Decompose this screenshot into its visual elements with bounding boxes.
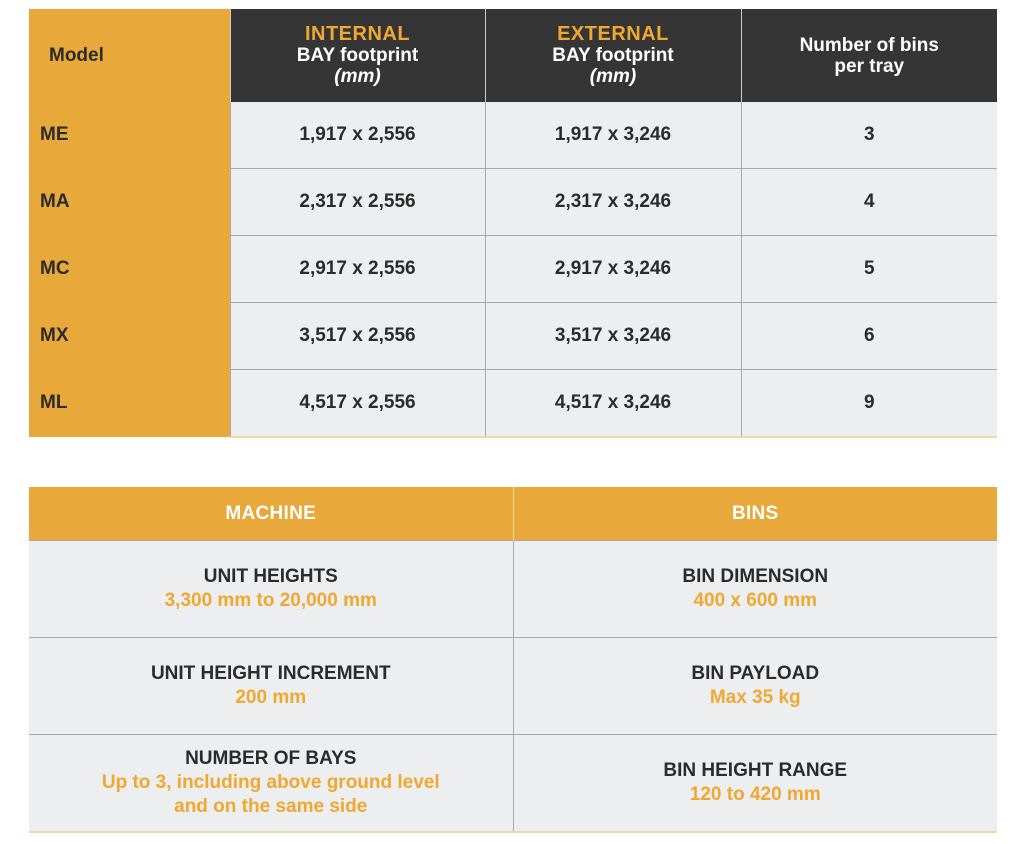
header-model: Model <box>29 9 230 102</box>
header-external-unit: (mm) <box>589 66 637 87</box>
internal-footprint-cell: 3,517 x 2,556 <box>230 303 485 370</box>
header-bins-line2: per tray <box>834 55 905 77</box>
spec-label: UNIT HEIGHT INCREMENT <box>150 663 391 684</box>
external-footprint-cell: 2,917 x 3,246 <box>485 236 741 303</box>
external-footprint-cell: 1,917 x 3,246 <box>485 102 741 169</box>
header-bins: BINS <box>513 487 997 541</box>
header-bins-per-tray <box>741 9 997 102</box>
model-cell: MA <box>29 169 230 236</box>
header-external-sub: BAY footprint <box>552 45 674 66</box>
model-cell: ML <box>29 370 230 438</box>
spec-value: and on the same side <box>174 796 368 817</box>
header-machine: MACHINE <box>29 487 513 541</box>
footprint-table <box>29 9 997 438</box>
header-external-label: EXTERNAL <box>557 23 669 45</box>
spec-label: NUMBER OF BAYS <box>185 748 357 769</box>
spec-table <box>29 487 997 833</box>
internal-footprint-cell: 4,517 x 2,556 <box>230 370 485 438</box>
table-row <box>29 638 997 735</box>
bins-spec-cell <box>513 541 997 638</box>
internal-footprint-cell: 1,917 x 2,556 <box>230 102 485 169</box>
model-cell: MX <box>29 303 230 370</box>
bins-spec-cell <box>513 735 997 833</box>
machine-spec-cell <box>29 735 513 833</box>
spec-value: 200 mm <box>235 687 307 708</box>
header-internal-sub: BAY footprint <box>296 45 419 66</box>
header-internal-unit: (mm) <box>334 66 381 87</box>
spec-value: 3,300 mm to 20,000 mm <box>164 590 377 611</box>
spec-label: BIN PAYLOAD <box>691 663 820 684</box>
table-row <box>29 236 997 303</box>
table-row <box>29 541 997 638</box>
spec-label: UNIT HEIGHTS <box>203 566 338 587</box>
table-row <box>29 169 997 236</box>
spec-value: 400 x 600 mm <box>693 590 818 611</box>
header-external-footprint <box>485 9 741 102</box>
internal-footprint-cell: 2,317 x 2,556 <box>230 169 485 236</box>
spec-value: 120 to 420 mm <box>689 784 821 805</box>
spec-value: Max 35 kg <box>709 687 801 708</box>
header-bins-line1: Number of bins <box>799 34 939 56</box>
bins-per-tray-cell: 6 <box>741 303 997 370</box>
header-internal-label: INTERNAL <box>304 23 411 45</box>
spec-label: BIN DIMENSION <box>682 566 829 587</box>
table-row <box>29 735 997 833</box>
header-internal-footprint <box>230 9 485 102</box>
internal-footprint-cell: 2,917 x 2,556 <box>230 236 485 303</box>
external-footprint-cell: 4,517 x 3,246 <box>485 370 741 438</box>
bins-per-tray-cell: 9 <box>741 370 997 438</box>
machine-spec-cell <box>29 541 513 638</box>
table-row <box>29 303 997 370</box>
table-row <box>29 102 997 169</box>
model-cell: ME <box>29 102 230 169</box>
bins-per-tray-cell: 4 <box>741 169 997 236</box>
external-footprint-cell: 3,517 x 3,246 <box>485 303 741 370</box>
bins-per-tray-cell: 3 <box>741 102 997 169</box>
table-row <box>29 370 997 438</box>
model-cell: MC <box>29 236 230 303</box>
machine-spec-cell <box>29 638 513 735</box>
external-footprint-cell: 2,317 x 3,246 <box>485 169 741 236</box>
spec-label: BIN HEIGHT RANGE <box>663 760 848 781</box>
bins-spec-cell <box>513 638 997 735</box>
footprint-header-row <box>29 9 997 102</box>
spec-value: Up to 3, including above ground level <box>101 772 440 793</box>
spec-header-row <box>29 487 997 541</box>
bins-per-tray-cell: 5 <box>741 236 997 303</box>
